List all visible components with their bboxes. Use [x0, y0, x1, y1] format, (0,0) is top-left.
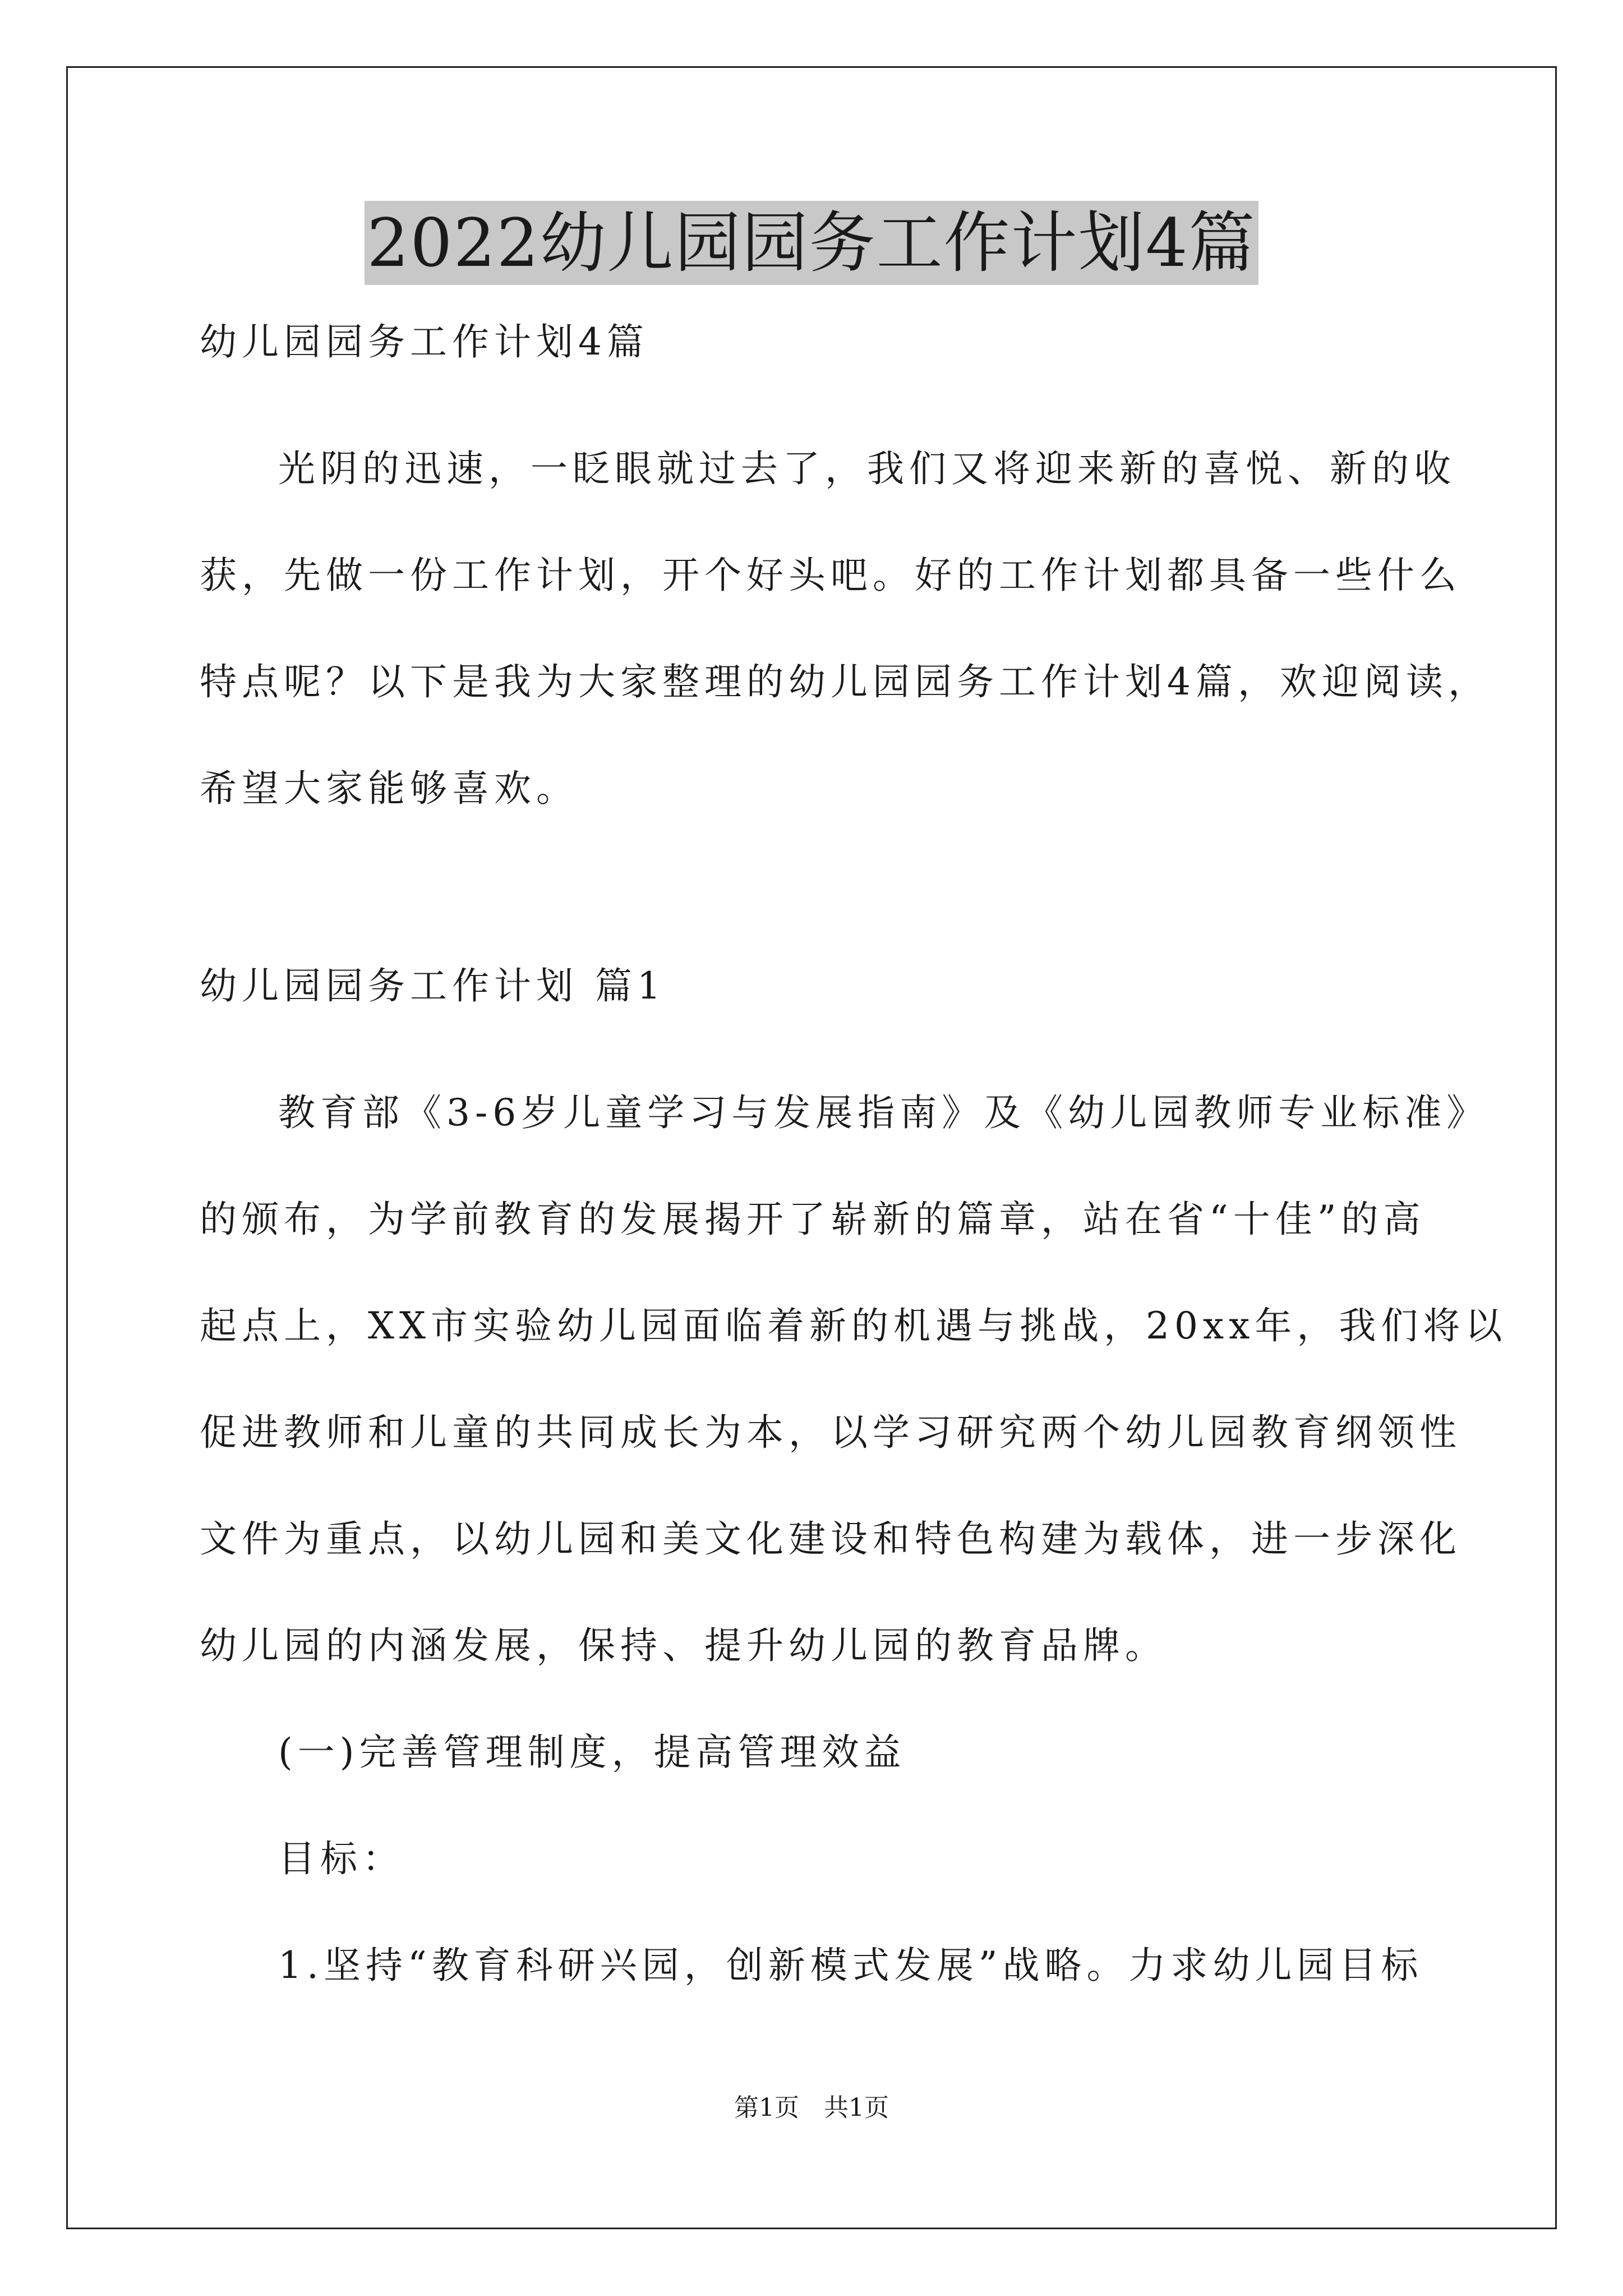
body-line-3: 起点上，XX市实验幼儿园面临着新的机遇与挑战，20xx年，我们将以	[200, 1304, 1507, 1347]
section-heading: 幼儿园园务工作计划 篇1	[200, 964, 666, 1007]
subheading: (一)完善管理制度，提高管理效益	[278, 1731, 906, 1774]
body-line-5: 文件为重点，以幼儿园和美文化建设和特色构建为载体，进一步深化	[200, 1517, 1461, 1561]
intro-line-1: 光阴的迅速，一眨眼就过去了，我们又将迎来新的喜悦、新的收	[278, 447, 1456, 490]
body-line-6: 幼儿园的内涵发展，保持、提升幼儿园的教育品牌。	[200, 1624, 1167, 1667]
body-line-2: 的颁布，为学前教育的发展揭开了崭新的篇章，站在省“十佳”的高	[200, 1198, 1426, 1241]
page-border	[66, 66, 1557, 2229]
goal-label: 目标：	[278, 1837, 404, 1880]
intro-line-2: 获，先做一份工作计划，开个好头吧。好的工作计划都具备一些什么	[200, 554, 1461, 597]
body-line-1: 教育部《3-6岁儿童学习与发展指南》及《幼儿园教师专业标准》	[278, 1091, 1489, 1134]
page-footer: 第1页 共1页	[734, 2093, 889, 2122]
body-line-4: 促进教师和儿童的共同成长为本，以学习研究两个幼儿园教育纲领性	[200, 1411, 1461, 1454]
list-item-1: 1.坚持“教育科研兴园，创新模式发展”战略。力求幼儿园目标	[278, 1944, 1423, 1987]
document-title: 2022幼儿园园务工作计划4篇	[365, 201, 1258, 285]
intro-line-3: 特点呢？以下是我为大家整理的幼儿园园务工作计划4篇，欢迎阅读，	[200, 660, 1490, 703]
subtitle: 幼儿园园务工作计划4篇	[200, 320, 649, 364]
title-container	[0, 201, 1623, 285]
intro-line-4: 希望大家能够喜欢。	[200, 767, 578, 810]
